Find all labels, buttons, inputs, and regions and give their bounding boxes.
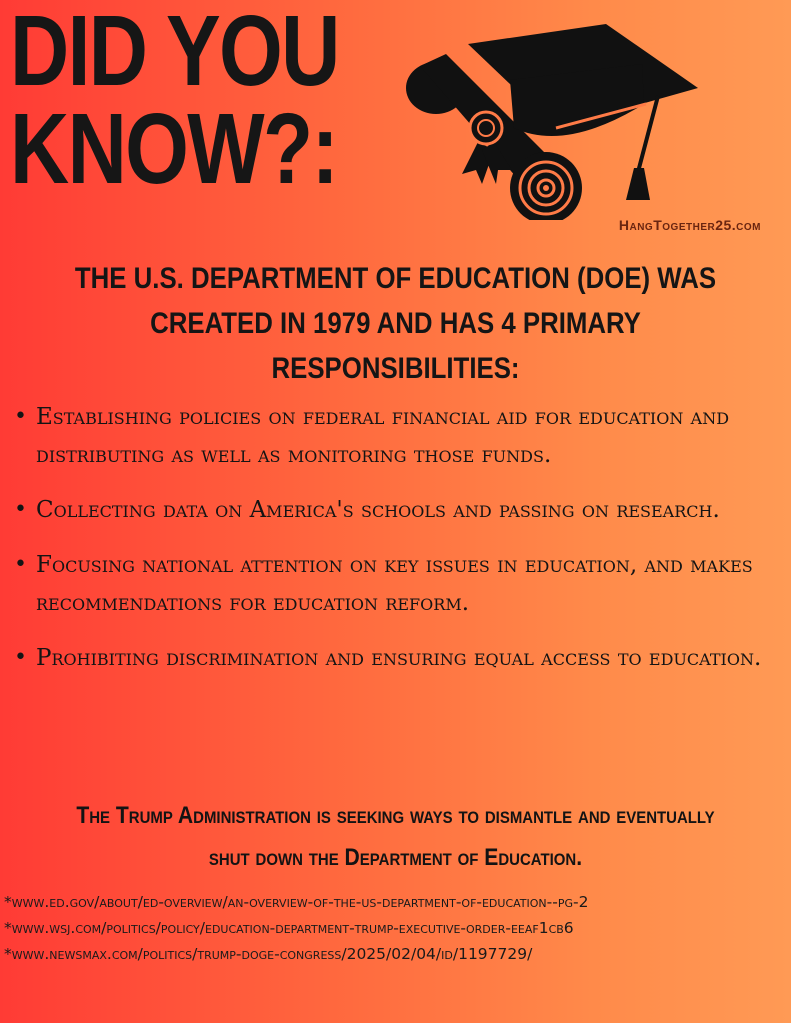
source-link: *www.wsj.com/politics/policy/education-department-trump-executive-order-eeaf1cb6	[4, 919, 574, 937]
list-item: • Prohibiting discrimination and ensuring equal access to education.	[12, 639, 787, 677]
closing-statement: The Trump Administration is seeking ways to dismantle and eventually shut down the Department of Education.	[76, 802, 715, 871]
list-item: • Collecting data on America's schools and passing on research.	[12, 491, 787, 529]
site-url: HangTogether25.com	[618, 217, 761, 233]
source-link: *www.ed.gov/about/ed-overview/an-overview-of-the-us-department-of-education--pg-2	[4, 893, 589, 911]
list-item: • Focusing national attention on key issues in education, and makes recommendations for education reform.	[12, 546, 787, 622]
headline-line-1: DID YOU	[10, 0, 339, 107]
source-link: *www.newsmax.com/politics/trump-doge-congress/2025/02/04/id/1197729/	[4, 945, 533, 963]
graduation-cap-diploma-icon	[406, 24, 706, 220]
headline	[10, 0, 339, 205]
intro-heading: THE U.S. DEPARTMENT OF EDUCATION (DOE) WAS CREATED IN 1979 AND HAS 4 PRIMARY RESPONSIBILITIES:	[74, 262, 717, 385]
headline-line-2: KNOW?:	[10, 93, 338, 205]
sources	[4, 893, 789, 971]
list-item: • Establishing policies on federal financial aid for education and distributing as well as monitoring those funds.	[12, 398, 787, 474]
responsibility-list	[12, 398, 787, 694]
